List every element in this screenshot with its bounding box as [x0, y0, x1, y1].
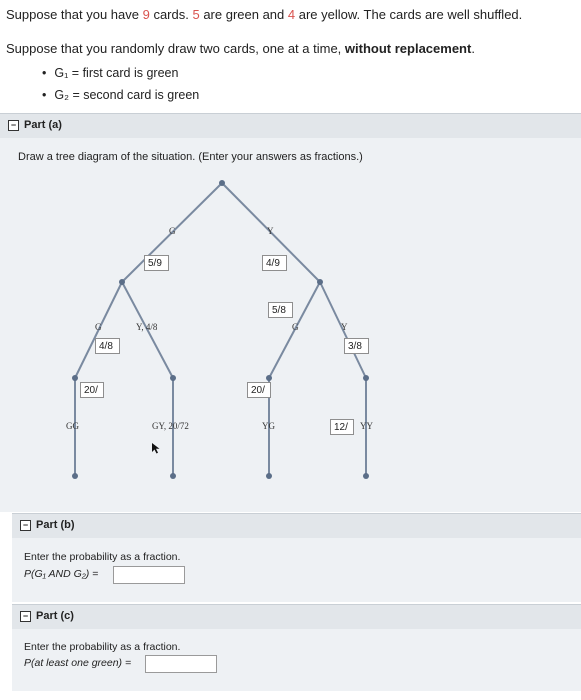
line1-text-c: are green and: [199, 7, 288, 22]
part-c-prompt: [24, 657, 131, 669]
leaf-node-yg: [266, 473, 272, 479]
leaf-yy-label: YY: [360, 421, 373, 431]
part-b-prompt-text: P(G₁ AND G₂) =: [24, 568, 99, 580]
leaf-node-gg: [72, 473, 78, 479]
problem-line-1: [6, 7, 522, 22]
node-gg: [72, 375, 78, 381]
label-branch-y: Y: [267, 226, 274, 236]
node-yy: [363, 375, 369, 381]
part-c-prompt-text: P(at least one green) =: [24, 657, 132, 669]
root-node: [219, 180, 225, 186]
part-a-instructions: Draw a tree diagram of the situation. (Enter your answers as fractions.): [18, 151, 363, 163]
collapse-icon[interactable]: −: [20, 520, 31, 531]
line2-text-a: Suppose that you randomly draw two cards, one at a time,: [6, 41, 345, 56]
problem-line-2: [6, 41, 475, 56]
collapse-icon[interactable]: −: [8, 120, 19, 131]
node-yg: [266, 375, 272, 381]
problem-statement: [0, 0, 581, 112]
label-y-y: Y: [341, 322, 348, 332]
part-a-header[interactable]: [0, 113, 581, 139]
prob-y-then-g-box[interactable]: 5/8: [268, 302, 293, 318]
line1-text-d: are yellow. The cards are well shuffled.: [295, 7, 523, 22]
part-b-prompt: [24, 568, 98, 580]
green-count-number: 5: [192, 7, 200, 22]
node-g: [119, 279, 125, 285]
total-cards-number: 9: [142, 7, 150, 22]
part-b-instructions: Enter the probability as a fraction.: [24, 551, 181, 563]
label-g-g: G: [95, 322, 102, 332]
leaf-node-yy: [363, 473, 369, 479]
prob-g-box[interactable]: 5/9: [144, 255, 169, 271]
node-y: [317, 279, 323, 285]
part-b-title: Part (b): [36, 519, 75, 531]
event-list: [52, 62, 199, 106]
event-g1: • G₁ = first card is green: [52, 62, 199, 84]
event-g2: • G₂ = second card is green: [52, 84, 199, 106]
part-a-title: Part (a): [24, 119, 62, 131]
node-gy: [170, 375, 176, 381]
label-g-y: Y, 4/8: [136, 322, 158, 332]
leaf-node-gy: [170, 473, 176, 479]
line2-bold-text: without replacement: [344, 41, 472, 56]
prob-yy-box[interactable]: 12/: [330, 419, 354, 435]
leaf-yg-label: YG: [262, 421, 275, 431]
part-c-answer-input[interactable]: [145, 655, 217, 673]
part-b-header[interactable]: [12, 513, 581, 539]
leaf-gg-label: GG: [66, 421, 79, 431]
line1-text-a: Suppose that you have: [6, 7, 143, 22]
prob-gg-box[interactable]: 20/: [80, 382, 104, 398]
label-branch-g: G: [169, 226, 176, 236]
prob-yg-box[interactable]: 20/: [247, 382, 271, 398]
prob-y-then-y-box[interactable]: 3/8: [344, 338, 369, 354]
part-c-title: Part (c): [36, 610, 74, 622]
line1-text-b: cards.: [149, 7, 193, 22]
collapse-icon[interactable]: −: [20, 611, 31, 622]
part-c-instructions: Enter the probability as a fraction.: [24, 641, 181, 653]
tree-diagram: [0, 170, 581, 500]
prob-g-then-g-box[interactable]: 4/8: [95, 338, 120, 354]
label-y-g: G: [292, 322, 299, 332]
line2-text-b: .: [471, 41, 475, 56]
cursor-pointer-icon: [152, 443, 160, 454]
part-c-header[interactable]: [12, 604, 581, 630]
leaf-gy-label: GY, 20/72: [152, 421, 189, 431]
yellow-count-number: 4: [287, 7, 296, 22]
prob-y-box[interactable]: 4/9: [262, 255, 287, 271]
part-b-answer-input[interactable]: [113, 566, 185, 584]
